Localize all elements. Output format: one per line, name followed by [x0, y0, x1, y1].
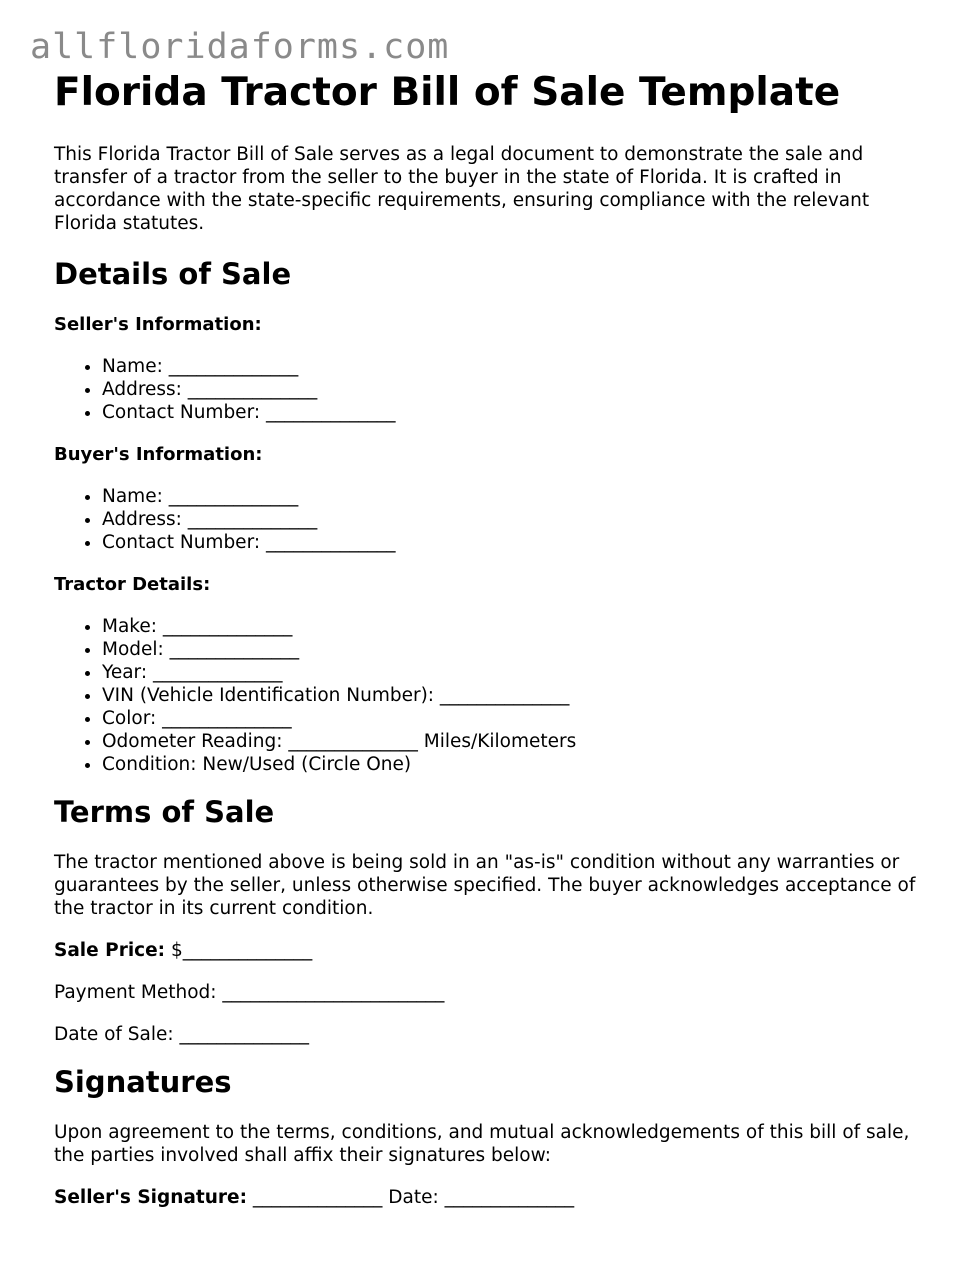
list-item: • VIN (Vehicle Identification Number): ______________	[102, 684, 934, 707]
seller-signature-label: Seller's Signature:	[54, 1187, 247, 1208]
list-item: • Make: ______________	[102, 615, 934, 638]
signatures-section	[54, 1065, 934, 1209]
list-item: • Name: ______________	[102, 355, 934, 378]
page-title: Florida Tractor Bill of Sale Template	[54, 70, 841, 115]
terms-paragraph: The tractor mentioned above is being sold in an "as-is" condition without any warranties or guarantees by the seller, unless otherwise specified. The buyer acknowledges acceptance of the tractor in its current condition.	[54, 852, 916, 919]
payment-method-line: Payment Method: ________________________	[54, 982, 445, 1003]
intro-paragraph: This Florida Tractor Bill of Sale serves as a legal document to demonstrate the sale and transfer of a tractor from the seller to the buyer in the state of Florida. It is crafted in accordance with the state-specific requirements, ensuring compliance with the relevant Florida statutes.	[54, 144, 870, 234]
sale-price-value: $______________	[170, 940, 313, 961]
terms-section	[54, 795, 934, 1046]
watermark: allfloridaforms.com	[30, 27, 450, 67]
seller-info-list	[54, 355, 934, 424]
seller-signature-line	[54, 1186, 934, 1209]
sale-price-label: Sale Price:	[54, 940, 166, 961]
list-item: • Contact Number: ______________	[102, 401, 934, 424]
list-item: • Condition: New/Used (Circle One)	[102, 753, 934, 776]
terms-heading: Terms of Sale	[54, 795, 275, 829]
sale-price-line	[54, 939, 934, 962]
document-page	[54, 70, 934, 1228]
seller-info-heading: Seller's Information:	[54, 314, 262, 335]
tractor-details-heading: Tractor Details:	[54, 574, 211, 595]
seller-signature-value: ______________ Date: ______________	[252, 1187, 575, 1208]
date-of-sale-line: Date of Sale: ______________	[54, 1024, 310, 1045]
tractor-details-list	[54, 615, 934, 776]
list-item: • Color: ______________	[102, 707, 934, 730]
buyer-info-list	[54, 485, 934, 554]
signatures-paragraph: Upon agreement to the terms, conditions, and mutual acknowledgements of this bill of sale, the parties involved shall affix their signatures below:	[54, 1122, 910, 1166]
list-item: • Name: ______________	[102, 485, 934, 508]
list-item: • Model: ______________	[102, 638, 934, 661]
list-item: • Contact Number: ______________	[102, 531, 934, 554]
signatures-heading: Signatures	[54, 1065, 232, 1099]
details-heading: Details of Sale	[54, 257, 292, 291]
buyer-info-heading: Buyer's Information:	[54, 444, 263, 465]
list-item: • Address: ______________	[102, 508, 934, 531]
details-section	[54, 257, 934, 776]
list-item: • Address: ______________	[102, 378, 934, 401]
list-item: • Odometer Reading: ______________ Miles/Kilometers	[102, 730, 934, 753]
list-item: • Year: ______________	[102, 661, 934, 684]
